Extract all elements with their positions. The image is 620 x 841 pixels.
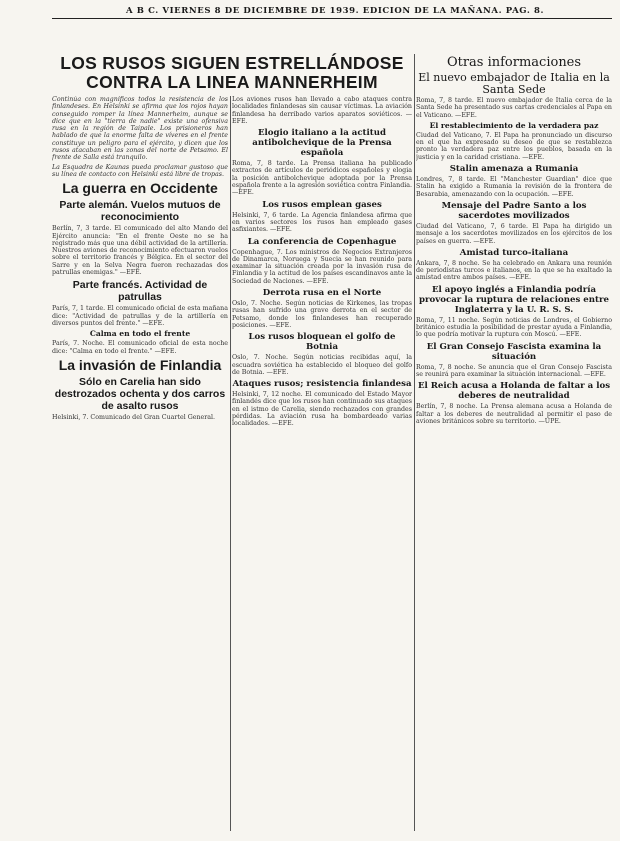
- section-subheadline: Sólo en Carelia han sido destrozados ochenta y dos carros de asalto rusos: [54, 375, 226, 412]
- article-body: Helsinki, 7. Comunicado del Gran Cuartel General.: [52, 413, 216, 421]
- section-headline: Ataques rusos; resistencia finlandesa: [232, 379, 412, 390]
- article-body: Berlín, 7, 8 noche. La Prensa alemana acusa a Holanda de faltar a los deberes de neutralidad al permitir el paso de aviones británicos sobre su territorio. —UPE.: [416, 403, 612, 425]
- column-3: [416, 54, 612, 427]
- section-headline: El nuevo embajador de Italia en la Santa Sede: [418, 71, 610, 96]
- section-headline: El apoyo inglés a Finlandia podría provocar la ruptura de relaciones entre Inglaterra y la U. R. S. S.: [419, 284, 609, 315]
- header-rule: [52, 18, 612, 19]
- article-body: Ankara, 7, 8 noche. Se ha celebrado en Ankara una reunión de periodistas turcos e italianos, en la que se ha exaltado la amistad entre ambos países. —EFE.: [416, 259, 612, 282]
- section-headline: La conferencia de Copenhague: [247, 236, 397, 247]
- column-divider: [230, 96, 231, 831]
- column-1: [52, 96, 228, 423]
- main-headline: [52, 54, 412, 92]
- section-headline: La guerra en Occidente: [62, 180, 218, 197]
- article-intro: Continúa con magníficos todos la resistencia de los finlandeses. En Helsinki se afirma que los rojos hayan conseguido romper la línea Mannerheim, aunque se dice que en la "tierra de nadie" existe una ofensiva rusa en la región de Taipale. Los prisioneros han hablado de que la enorme falta de víveres en el frente constituye un peligro para el ejército, y dicen que los rusos atacaban en las zonas del norte de Petsamo. El frente de Salla está tranquilo.: [52, 96, 228, 162]
- article-body: Londres, 7, 8 tarde. El "Manchester Guardian" dice que Stalin ha exigido a Rumania la revisión de la frontera de Besarabia, amenazando con la ocupación. —EFE.: [416, 176, 612, 198]
- article-body: Copenhague, 7. Los ministros de Negocios Extranjeros de Dinamarca, Noruega y Suecia se han reunido para examinar la situación creada por la invasión rusa de Finlandia y la actitud de los países escandinavos ante la Sociedad de Naciones. —EFE.: [232, 248, 412, 285]
- section-subheadline: Calma en todo el frente: [89, 329, 191, 339]
- article-body: Roma, 7, 11 noche. Según noticias de Londres, el Gobierno británico estudia la posibilidad de prestar ayuda a Finlandia, lo que podría motivar la ruptura con Moscú. —EFE.: [416, 316, 612, 339]
- article-body: Helsinki, 7, 12 noche. El comunicado del Estado Mayor finlandés dice que los rusos han continuado sus ataques en el istmo de Carelia, siendo rechazados con grandes pérdidas. La aviación rusa ha bombardeado varias localidades. —EFE.: [232, 391, 412, 428]
- section-headline: El Gran Consejo Fascista examina la situación: [426, 341, 602, 362]
- section-subheadline: Parte francés. Actividad de patrullas: [72, 279, 208, 304]
- article-body: Roma, 7, 8 noche. Se anuncia que el Gran Consejo Fascista se reunirá para examinar la situación internacional. —EFE.: [416, 363, 612, 378]
- article-body: Helsinki, 7, 6 tarde. La Agencia finlandesa afirma que en varios sectores los rusos han empleado gases asfixiantes. —EFE.: [232, 211, 412, 234]
- running-head: A B C. VIERNES 8 DE DICIEMBRE DE 1939. EDICION DE LA MAÑANA. PAG. 8.: [125, 6, 545, 16]
- article-body: Los aviones rusos han llevado a cabo ataques contra localidades finlandesas sin causar víctimas. La aviación finlandesa ha derribado varios aparatos soviéticos. —EFE.: [232, 96, 412, 125]
- article-intro-2: La Esquadra de Kaunas pueda proclamar gustoso que su línea de contacto con Helsinki está libre de tropas.: [52, 163, 228, 178]
- article-body: Ciudad del Vaticano, 7. El Papa ha pronunciado un discurso en el que ha expresado su deseo de que se restablezca pronto la verdadera paz entre los pueblos, basada en la justicia y en la caridad cristiana. —EFE.: [416, 131, 612, 161]
- section-headline: Stalin amenaza a Rumania: [449, 164, 579, 175]
- section-headline: Amistad turco-italiana: [459, 247, 569, 258]
- column-divider: [414, 54, 415, 831]
- article-body: Berlín, 7, 3 tarde. El comunicado del alto Mando del Ejército anuncia: "En el frente Oeste no se ha registrado más que una débil actividad de la artillería. Nuestros aviones de reconocimiento efectuaron vuelos sobre el territorio francés y Bélgica. En el sector del Sarre y en la Selva Negra fueron rechazadas dos patrullas enemigas." —EFE.: [52, 225, 228, 277]
- article-body: Oslo, 7. Noche. Según noticias recibidas aquí, la escuadra soviética ha establecido el bloqueo del golfo de Botnia. —EFE.: [232, 354, 412, 376]
- section-headline: Derrota rusa en el Norte: [262, 288, 382, 299]
- section-headline: La invasión de Finlandia: [58, 356, 222, 373]
- article-body: París, 7, 1 tarde. El comunicado oficial de esta mañana dice: "Actividad de patrullas y de la artillería en diversos puntos del frente." —EFE.: [52, 305, 228, 327]
- column-title: Otras informaciones: [446, 55, 582, 70]
- section-subheadline: El restablecimiento de la verdadera paz: [429, 120, 599, 130]
- section-subheadline: Parte alemán. Vuelos mutuos de reconocimiento: [59, 199, 221, 224]
- article-body: Roma, 7, 8 tarde. El nuevo embajador de Italia cerca de la Santa Sede ha presentado sus cartas credenciales al Papa en el Vaticano. —EFE.: [416, 97, 612, 119]
- section-headline: El Reich acusa a Holanda de faltar a los deberes de neutralidad: [417, 381, 611, 402]
- article-body: Roma, 7, 8 tarde. La Prensa italiana ha publicado extractos de artículos de periódicos españoles y elogia la posición antibolchevique adoptada por la Prensa española frente a la agresión soviética contra Finlandia. —EFE.: [232, 160, 412, 197]
- section-headline: Elogio italiano a la actitud antibolchevique de la Prensa española: [252, 128, 392, 159]
- article-body: París, 7. Noche. El comunicado oficial de esta noche dice: "Calma en todo el frente." —EFE.: [52, 340, 228, 355]
- section-headline: Los rusos emplean gases: [262, 199, 382, 210]
- section-headline: Mensaje del Padre Santo a los sacerdotes movilizados: [441, 200, 587, 221]
- main-headline-line-1: LOS RUSOS SIGUEN ESTRELLÁNDOSE: [60, 53, 404, 73]
- section-headline: Los rusos bloquean el golfo de Botnia: [248, 332, 396, 353]
- column-2: [232, 96, 412, 430]
- main-headline-line-2: CONTRA LA LINEA MANNERHEIM: [86, 72, 378, 92]
- article-body: Oslo, 7. Noche. Según noticias de Kirkenes, las tropas rusas han sufrido una grave derrota en el sector de Petsamo, donde los finlandeses han recuperado posiciones. —EFE.: [232, 300, 412, 329]
- article-body: Ciudad del Vaticano, 7, 6 tarde. El Papa ha dirigido un mensaje a los sacerdotes movilizados en los ejércitos de los países en guerra. —EFE.: [416, 222, 612, 245]
